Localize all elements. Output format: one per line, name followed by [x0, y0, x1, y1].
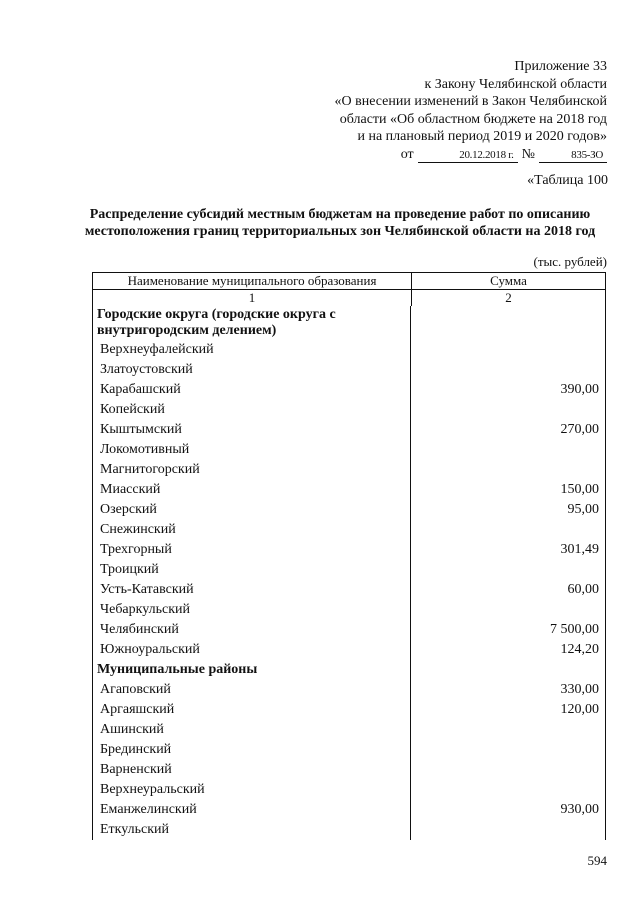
municipality-name: Еткульский — [93, 820, 411, 840]
municipality-name: Брединский — [93, 740, 411, 760]
table-row — [93, 380, 605, 400]
table-row — [93, 780, 605, 800]
table-row — [93, 440, 605, 460]
subsidy-amount — [411, 740, 605, 760]
table-row — [93, 500, 605, 520]
table-row — [93, 800, 605, 820]
subsidy-amount — [411, 560, 605, 580]
subsidy-amount — [411, 780, 605, 800]
municipality-name: Златоустовский — [93, 360, 411, 380]
header-line: к Закону Челябинской области — [424, 76, 607, 92]
municipality-name: Варненский — [93, 760, 411, 780]
header-line: Приложение 33 — [514, 59, 607, 74]
subsidy-amount: 330,00 — [560, 682, 599, 697]
header-line: «О внесении изменений в Закон Челябинской — [334, 94, 607, 109]
municipality-name: Миасский — [93, 480, 411, 500]
subsidy-amount: 95,00 — [567, 502, 599, 517]
page-number: 594 — [587, 853, 607, 868]
subsidy-amount — [411, 440, 605, 460]
column-number-row — [92, 289, 606, 306]
table-row — [93, 420, 605, 440]
table-row — [93, 820, 605, 840]
subsidy-amount: 124,20 — [560, 642, 599, 657]
subsidy-amount: 270,00 — [560, 422, 599, 437]
table-row — [93, 620, 605, 640]
column-header-name: Наименование муниципального образования — [93, 273, 412, 289]
table-row — [93, 460, 605, 480]
table-row — [93, 540, 605, 560]
municipality-name: Челябинский — [93, 620, 411, 640]
section-row-urban-districts — [93, 306, 605, 340]
subsidy-amount — [411, 520, 605, 540]
date-value: 20.12.2018 г. — [418, 148, 518, 163]
subsidy-amount: 390,00 — [560, 382, 599, 397]
subsidy-amount: 120,00 — [560, 702, 599, 717]
municipality-name: Аргаяшский — [93, 700, 411, 720]
table-row — [93, 740, 605, 760]
number-prefix: № — [521, 146, 535, 162]
municipality-name: Озерский — [93, 500, 411, 520]
section-amount — [411, 306, 605, 340]
table-row — [93, 720, 605, 740]
table-row — [93, 360, 605, 380]
date-prefix: от — [400, 146, 414, 162]
subsidy-amount: 301,49 — [560, 542, 599, 557]
subsidy-amount — [411, 400, 605, 420]
municipality-name: Чебаркульский — [93, 600, 411, 620]
law-number-value: 835-ЗО — [539, 148, 607, 163]
table-header-row — [92, 272, 606, 289]
section-title: Муниципальные районы — [93, 660, 411, 680]
subsidy-amount — [411, 820, 605, 840]
column-number-1: 1 — [93, 290, 412, 306]
column-header-amount: Сумма — [490, 273, 527, 288]
section-amount — [411, 660, 605, 680]
header-line: области «Об областном бюджете на 2018 год — [339, 111, 607, 127]
subsidy-amount — [411, 460, 605, 480]
municipality-name: Карабашский — [93, 380, 411, 400]
table-row — [93, 560, 605, 580]
table-reference: «Таблица 100 — [527, 173, 608, 188]
subsidy-amount — [411, 760, 605, 780]
section-row-municipal-districts — [93, 660, 605, 680]
municipality-name: Еманжелинский — [93, 800, 411, 820]
table-row — [93, 480, 605, 500]
table-row — [93, 760, 605, 780]
table-row — [93, 520, 605, 540]
section-title: Городские округа (городские округа с внутригородским делением) — [93, 306, 411, 340]
municipality-name: Копейский — [93, 400, 411, 420]
subsidy-amount: 7 500,00 — [550, 622, 599, 637]
table-row — [93, 640, 605, 660]
document-title: Распределение субсидий местным бюджетам на проведение работ по описанию местоположения границ территориальных зон Челябинской области на 2018 год — [84, 207, 596, 239]
column-number-2: 2 — [505, 290, 512, 305]
date-number-line — [277, 146, 607, 164]
municipality-name: Кыштымский — [93, 420, 411, 440]
subsidy-amount — [411, 720, 605, 740]
subsidy-amount — [411, 600, 605, 620]
table-row — [93, 340, 605, 360]
subsidy-amount: 150,00 — [560, 482, 599, 497]
municipality-name: Магнитогорский — [93, 460, 411, 480]
municipality-name: Трехгорный — [93, 540, 411, 560]
municipality-name: Агаповский — [93, 680, 411, 700]
table-row — [93, 400, 605, 420]
municipality-name: Южноуральский — [93, 640, 411, 660]
municipality-name: Верхнеуральский — [93, 780, 411, 800]
municipality-name: Троицкий — [93, 560, 411, 580]
table-row — [93, 580, 605, 600]
subsidy-amount: 60,00 — [567, 582, 599, 597]
table-row — [93, 600, 605, 620]
municipality-name: Локомотивный — [93, 440, 411, 460]
table-row — [93, 680, 605, 700]
municipality-name: Верхнеуфалейский — [93, 340, 411, 360]
subsidy-amount — [411, 340, 605, 360]
subsidy-table — [92, 272, 606, 840]
table-row — [93, 700, 605, 720]
table-body — [92, 306, 606, 840]
subsidy-amount — [411, 360, 605, 380]
municipality-name: Ашинский — [93, 720, 411, 740]
header-line: и на плановый период 2019 и 2020 годов» — [357, 129, 607, 144]
municipality-name: Усть-Катавский — [93, 580, 411, 600]
units-note: (тыс. рублей) — [533, 254, 607, 269]
appendix-header — [277, 58, 607, 163]
subsidy-amount: 930,00 — [560, 802, 599, 817]
municipality-name: Снежинский — [93, 520, 411, 540]
